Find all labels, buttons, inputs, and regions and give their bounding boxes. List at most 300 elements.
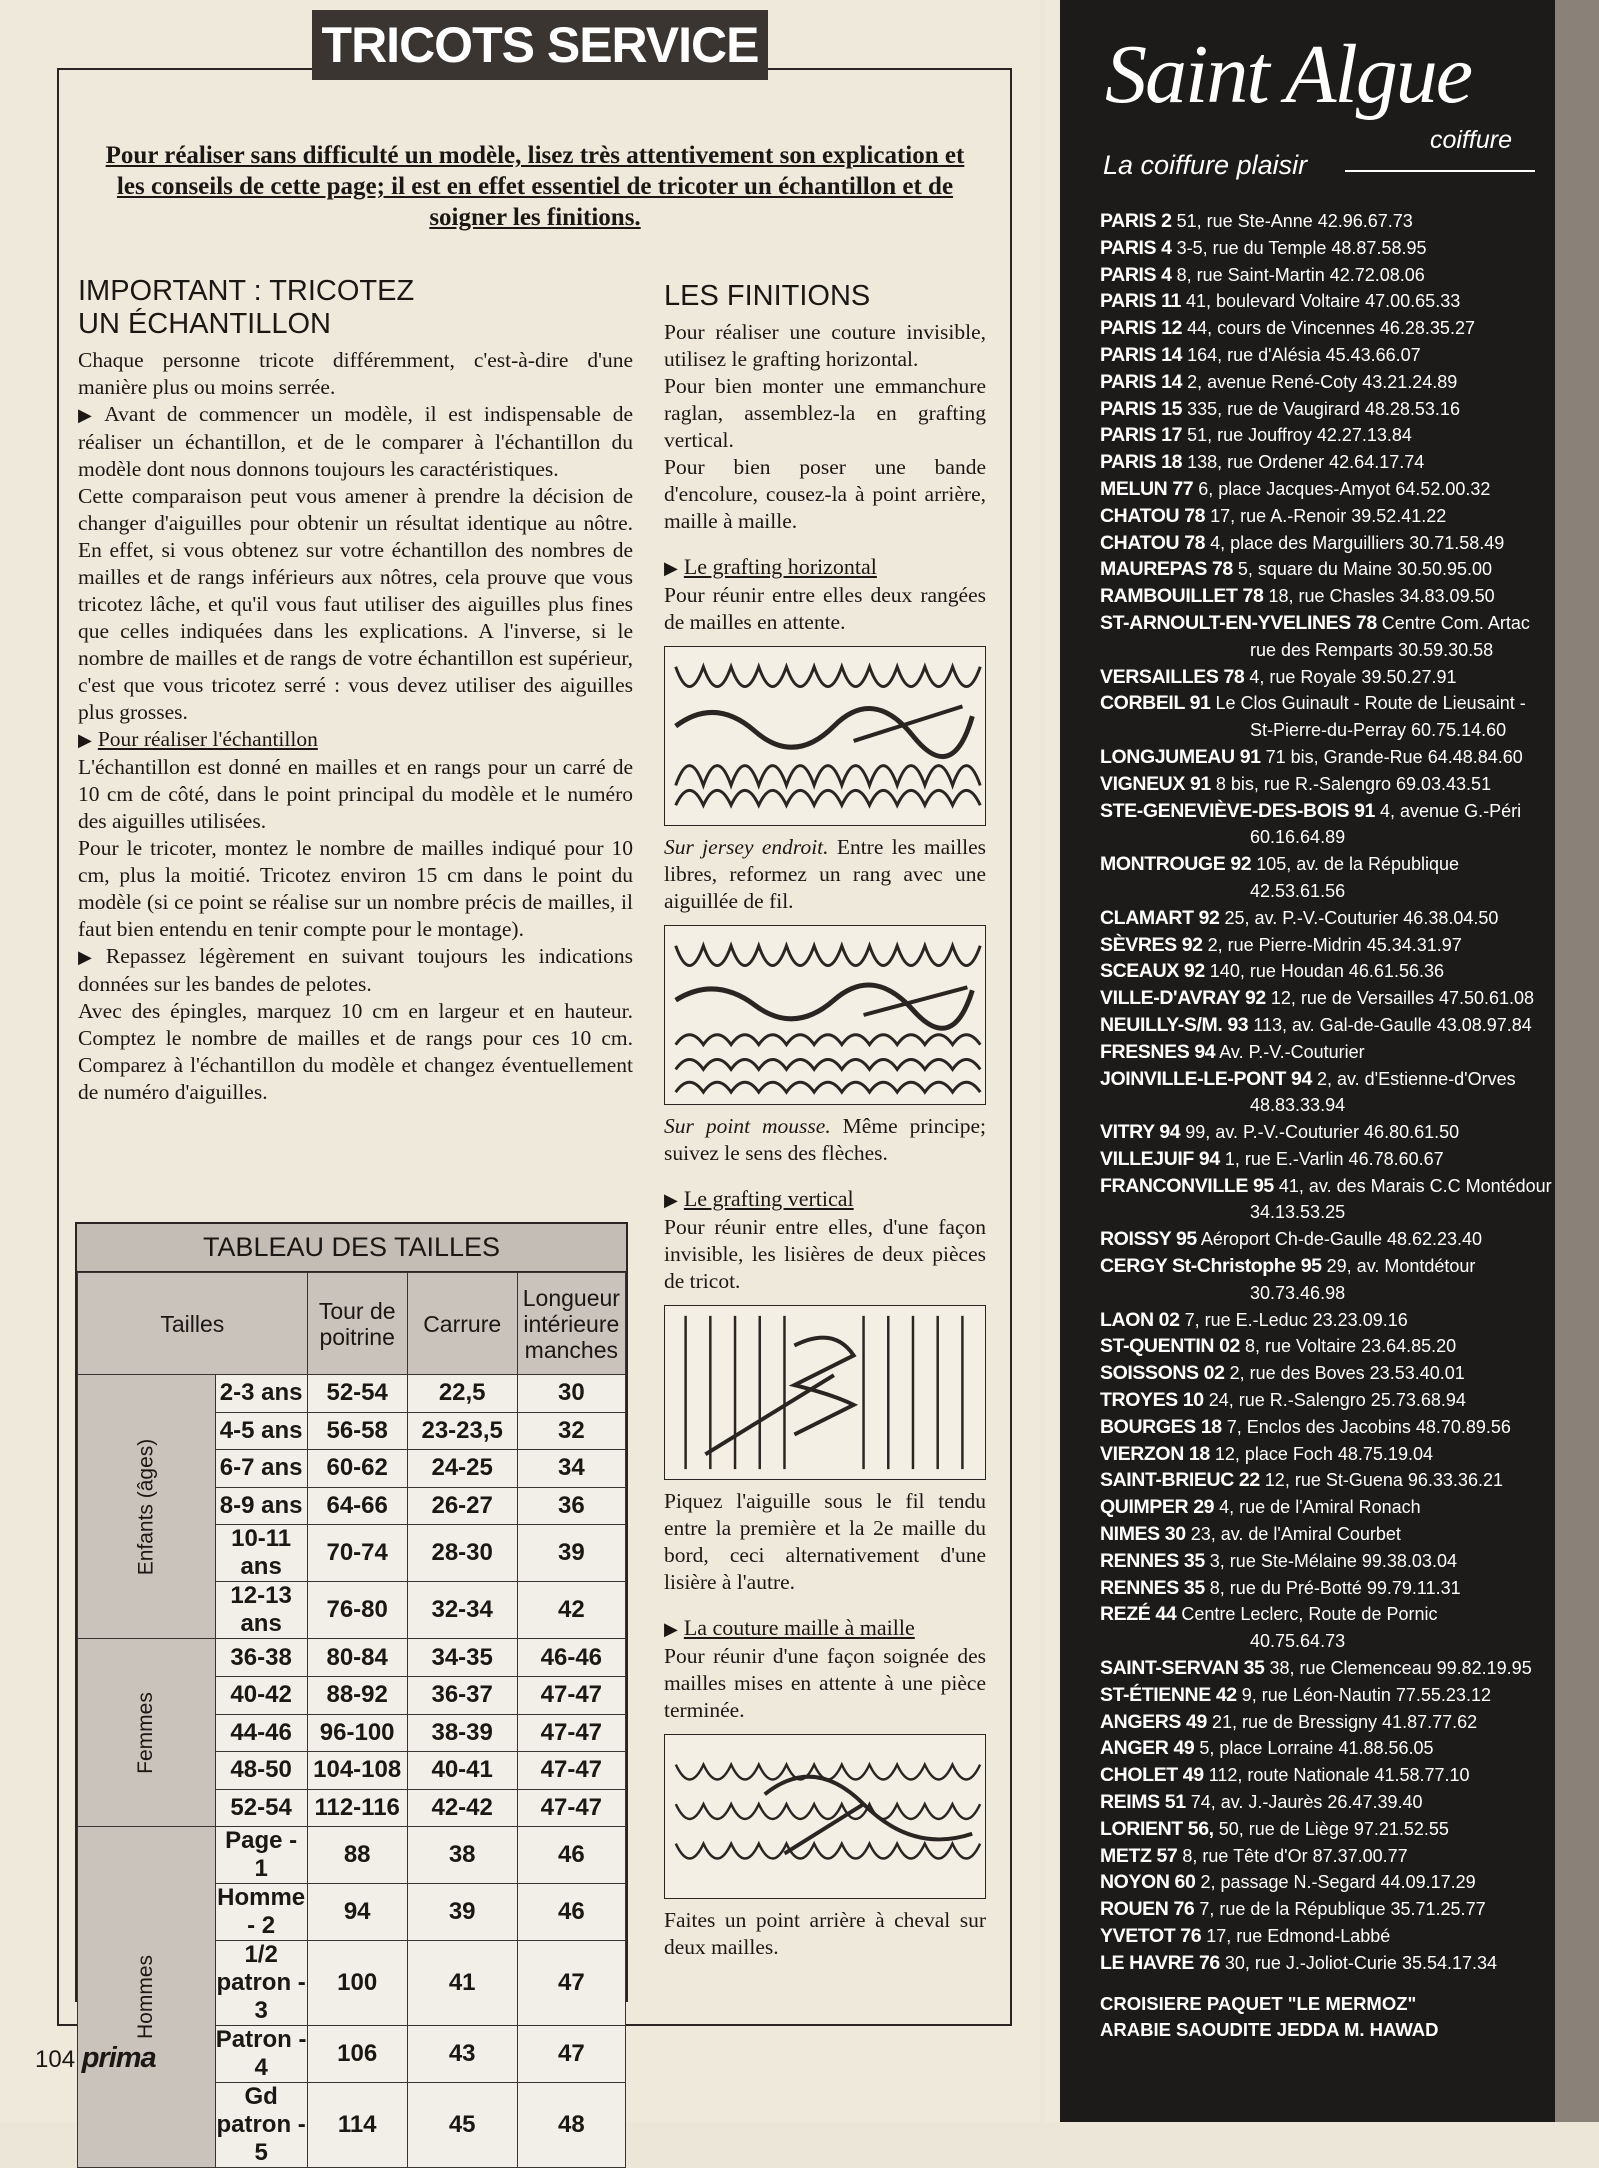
salon-city: SAINT-SERVAN 35 [1100, 1657, 1265, 1680]
salon-address: 5, square du Maine 30.50.95.00 [1237, 559, 1493, 580]
salon-address: 12, rue St-Guena 96.33.36.21 [1264, 1470, 1503, 1491]
salon-item [1100, 530, 1540, 557]
salon-address: 12, rue de Versailles 47.50.61.08 [1270, 988, 1535, 1009]
header-tour-poitrine: Tour de poitrine [307, 1273, 407, 1375]
salon-item [1100, 1414, 1540, 1441]
salon-city: CERGY St-Christophe 95 [1100, 1255, 1322, 1278]
salon-item [1100, 1896, 1540, 1923]
table-cell: 22,5 [407, 1375, 517, 1413]
salon-item [1100, 1066, 1540, 1093]
table-cell: 64-66 [307, 1487, 407, 1525]
grafting-horizontal-title: ▶ Le grafting horizontal [664, 553, 986, 582]
table-cell: 112-116 [307, 1789, 407, 1827]
salon-address: 2, av. d'Estienne-d'Orves [1316, 1068, 1516, 1089]
salon-city: PARIS 18 [1100, 451, 1183, 474]
table-cell: 94 [307, 1884, 407, 1941]
table-cell: 88-92 [307, 1676, 407, 1714]
salon-item [1100, 262, 1540, 289]
salon-city: MONTROUGE 92 [1100, 853, 1252, 876]
salon-address: Centre Leclerc, Route de Pornic [1181, 1604, 1438, 1625]
salon-address: 112, route Nationale 41.58.77.10 [1208, 1765, 1470, 1786]
salon-address: 1, rue E.-Varlin 46.78.60.67 [1224, 1148, 1444, 1169]
salon-address: 4, place des Marguilliers 30.71.58.49 [1210, 532, 1505, 553]
salon-item [1100, 1655, 1540, 1682]
salon-address: 2, passage N.-Segard 44.09.17.29 [1200, 1872, 1476, 1893]
salon-city: VITRY 94 [1100, 1121, 1181, 1144]
table-cell: 38 [407, 1827, 517, 1884]
salon-item [1100, 1441, 1540, 1468]
salon-address: 9, rue Léon-Nautin 77.55.23.12 [1241, 1684, 1491, 1705]
salon-address: Le Clos Guinault - Route de Lieusaint - [1215, 693, 1526, 714]
important-p6: ▶ Repassez légèrement en suivant toujours les indications données sur les bandes de pelotes. [78, 944, 633, 996]
salon-city: VIERZON 18 [1100, 1442, 1210, 1465]
salon-city: LONGJUMEAU 91 [1100, 745, 1261, 768]
salon-address: 51, rue Jouffroy 42.27.13.84 [1187, 425, 1412, 446]
salon-item [1100, 503, 1540, 530]
salon-item [1100, 208, 1540, 235]
arrow-icon: ▶ [664, 1619, 678, 1639]
table-cell: 47 [517, 2026, 625, 2083]
salon-extra: ARABIE SAOUDITE JEDDA M. HAWAD [1100, 2019, 1439, 2041]
salon-city: PARIS 4 [1100, 263, 1172, 286]
salon-item [1100, 1735, 1540, 1762]
salon-city: PARIS 14 [1100, 343, 1183, 366]
page-footer [35, 2042, 156, 2075]
salon-city: SÈVRES 92 [1100, 933, 1203, 956]
table-cell: 114 [307, 2083, 407, 2168]
salon-address: 4, rue Royale 39.50.27.91 [1249, 666, 1457, 687]
table-cell: 1/2 patron - 3 [216, 1941, 306, 2025]
salon-item [1100, 798, 1540, 825]
group-label: Hommes [78, 1827, 216, 2168]
table-cell: 23-23,5 [407, 1412, 517, 1450]
backstitch-caption: Faites un point arrière à cheval sur deux mailles. [664, 1908, 986, 1959]
finitions-heading: LES FINITIONS [664, 280, 871, 312]
header-carrure: Carrure [407, 1273, 517, 1375]
salon-item [1100, 1226, 1540, 1253]
salon-city: ROUEN 76 [1100, 1898, 1195, 1921]
salon-city: CHATOU 78 [1100, 531, 1206, 554]
table-cell: 47-47 [517, 1676, 625, 1714]
ad-tagline: La coiffure plaisir [1103, 150, 1308, 180]
salon-address: 140, rue Houdan 46.61.56.36 [1209, 961, 1444, 982]
table-cell: 8-9 ans [215, 1487, 307, 1525]
salon-address: 3, rue Ste-Mélaine 99.38.03.04 [1209, 1550, 1457, 1571]
table-cell: 36 [517, 1487, 625, 1525]
finitions-column [664, 280, 986, 1961]
salon-item [1100, 1709, 1540, 1736]
table-row [78, 1375, 626, 1413]
salon-address-cont: 60.16.64.89 [1250, 827, 1346, 848]
vertical-grafting-illustration [664, 1305, 986, 1480]
salon-address: 2, rue des Boves 23.53.40.01 [1229, 1363, 1465, 1384]
salon-item [1100, 1387, 1540, 1414]
salon-city: RENNES 35 [1100, 1549, 1205, 1572]
salon-address: 8, rue Tête d'Or 87.37.00.77 [1182, 1845, 1408, 1866]
salon-address: 17, rue Edmond-Labbé [1206, 1926, 1391, 1946]
couture-maille-title: ▶ La couture maille à maille [664, 1614, 986, 1643]
table-cell: 39 [407, 1884, 517, 1941]
size-table-body [78, 1375, 626, 2168]
salon-item [1100, 476, 1540, 503]
salon-item [1100, 905, 1540, 932]
salon-item [1100, 1119, 1540, 1146]
salon-city: PARIS 17 [1100, 424, 1183, 447]
salon-address: 74, av. J.-Jaurès 26.47.39.40 [1190, 1792, 1423, 1813]
header-longueur-manches: Longueur intérieure manches [517, 1273, 625, 1375]
salon-city: PARIS 15 [1100, 397, 1183, 420]
table-cell: 47-47 [517, 1752, 625, 1790]
salon-address: Aéroport Ch-de-Gaulle 48.62.23.40 [1200, 1229, 1483, 1250]
salon-extra: CROISIERE PAQUET "LE MERMOZ" [1100, 1992, 1417, 2014]
salon-city: NEUILLY-S/M. 93 [1100, 1013, 1249, 1036]
salon-city: MAUREPAS 78 [1100, 558, 1233, 581]
salon-city: CHATOU 78 [1100, 504, 1206, 527]
table-cell: 26-27 [407, 1487, 517, 1525]
salon-city: RENNES 35 [1100, 1576, 1205, 1599]
section-banner: TRICOTS SERVICE [312, 10, 768, 80]
salon-city: FRANCONVILLE 95 [1100, 1174, 1274, 1197]
salon-city: CORBEIL 91 [1100, 692, 1211, 715]
group-label: Femmes [78, 1639, 216, 1827]
salon-address: 24, rue R.-Salengro 25.73.68.94 [1208, 1390, 1466, 1411]
salon-city: VIGNEUX 91 [1100, 772, 1211, 795]
jersey-knit-illustration [664, 646, 986, 826]
table-cell: 46 [517, 1827, 625, 1884]
arrow-icon: ▶ [78, 947, 100, 967]
table-cell: 44-46 [215, 1714, 307, 1752]
salon-city: ST-ÉTIENNE 42 [1100, 1683, 1237, 1706]
salon-item [1100, 288, 1540, 315]
salon-item [1100, 1253, 1540, 1280]
salon-address-cont: 42.53.61.56 [1250, 880, 1346, 901]
table-cell: 2-3 ans [215, 1375, 307, 1413]
salon-address: 105, av. de la République [1256, 854, 1460, 875]
salon-address-cont: 34.13.53.25 [1250, 1202, 1346, 1223]
table-cell: 60-62 [307, 1450, 407, 1488]
table-cell: 32-34 [407, 1582, 517, 1639]
header-tailles: Tailles [78, 1273, 308, 1375]
salon-address: 7, rue de la République 35.71.25.77 [1199, 1899, 1486, 1920]
salon-item [1100, 1039, 1540, 1066]
echantillon-subheading: ▶ Pour réaliser l'échantillon [78, 726, 633, 754]
salon-city: LAON 02 [1100, 1308, 1180, 1331]
salon-city: ST-ARNOULT-EN-YVELINES 78 [1100, 611, 1377, 634]
salon-city: PARIS 11 [1100, 290, 1181, 313]
salon-address: 30, rue J.-Joliot-Curie 35.54.17.34 [1224, 1952, 1498, 1973]
salon-city: REZÉ 44 [1100, 1603, 1177, 1626]
salon-item [1100, 396, 1540, 423]
salon-item [1100, 1548, 1540, 1575]
backstitch-illustration [664, 1734, 986, 1899]
table-cell: 46 [517, 1884, 625, 1941]
salon-city: LE HAVRE 76 [1100, 1951, 1220, 1974]
important-heading: IMPORTANT : TRICOTEZ UN ÉCHANTILLON [78, 275, 415, 340]
salon-address: 12, place Foch 48.75.19.04 [1214, 1443, 1433, 1464]
vertical-caption: Piquez l'aiguille sous le fil tendu entre la première et la 2e maille du bord, ceci alternativement d'une lisière à l'autre. [664, 1489, 986, 1594]
table-cell: 48 [517, 2083, 625, 2168]
table-cell: 76-80 [307, 1582, 407, 1639]
salon-item [1100, 1333, 1540, 1360]
table-cell: 34 [517, 1450, 625, 1488]
table-cell: 96-100 [307, 1714, 407, 1752]
salon-item [1100, 1843, 1540, 1870]
table-cell: 46-46 [517, 1639, 625, 1677]
finitions-p2: Pour bien monter une emmanchure raglan, assemblez-la en grafting vertical. [664, 374, 986, 452]
salon-address: 41, boulevard Voltaire 47.00.65.33 [1186, 291, 1461, 312]
salon-address: 8 bis, rue R.-Salengro 69.03.43.51 [1215, 773, 1492, 794]
table-cell: 38-39 [407, 1714, 517, 1752]
salon-city: CHOLET 49 [1100, 1764, 1204, 1787]
salon-address: 50, rue de Liège 97.21.52.55 [1218, 1818, 1449, 1839]
salon-address-cont: rue des Remparts 30.59.30.58 [1250, 639, 1494, 660]
salon-address-cont: 40.75.64.73 [1250, 1631, 1346, 1652]
table-cell: 106 [307, 2026, 407, 2083]
salon-item [1100, 1360, 1540, 1387]
table-cell: 52-54 [307, 1375, 407, 1413]
important-p2: ▶ Avant de commencer un modèle, il est indispensable de réaliser un échantillon, et de le comparer à l'échantillon du modèle dont nous donnons toujours les caractéristiques. [78, 402, 633, 481]
salon-item [1100, 1521, 1540, 1548]
important-column [78, 275, 633, 1106]
salon-item [1100, 449, 1540, 476]
salon-item [1100, 1816, 1540, 1843]
table-cell: 32 [517, 1412, 625, 1450]
salon-item [1100, 583, 1540, 610]
salon-address: 2, rue Pierre-Midrin 45.34.31.97 [1207, 934, 1462, 955]
salon-item [1100, 1575, 1540, 1602]
salon-item [1100, 851, 1540, 878]
important-p3: Cette comparaison peut vous amener à prendre la décision de changer d'aiguilles pour obtenir un résultat identique au nôtre. En effet, si vous obtenez sur votre échantillon des nombres de mailles et de rangs inférieurs aux nôtres, cela prouve que vous tricotez lâche, et qu'il vous faut utiliser des aiguilles plus fines que celles indiquées dans les explications. A l'inverse, si le nombre de mailles et de rangs de votre échantillon est supérieur, c'est que vous tricotez serré : vous devez utiliser des aiguilles plus grosses. [78, 484, 633, 724]
salon-address: 7, Enclos des Jacobins 48.70.89.56 [1226, 1416, 1511, 1437]
table-cell: 39 [517, 1525, 625, 1582]
salon-address: 2, avenue René-Coty 43.21.24.89 [1187, 371, 1458, 392]
salon-item [1100, 1950, 1540, 1977]
table-row [78, 1639, 626, 1677]
salon-address: 164, rue d'Alésia 45.43.66.07 [1187, 344, 1421, 365]
salon-address: 71 bis, Grande-Rue 64.48.84.60 [1265, 746, 1523, 767]
salon-address: 3-5, rue du Temple 48.87.58.95 [1176, 237, 1427, 258]
salon-address: 113, av. Gal-de-Gaulle 43.08.97.84 [1253, 1014, 1532, 1035]
table-cell: 42 [517, 1582, 625, 1639]
salon-item [1100, 422, 1540, 449]
salon-city: NIMES 30 [1100, 1523, 1186, 1546]
salon-address: 25, av. P.-V.-Couturier 46.38.04.50 [1224, 907, 1499, 928]
table-cell: 48-50 [215, 1752, 307, 1790]
magazine-name: prima [81, 2042, 156, 2074]
finitions-p3: Pour bien poser une bande d'encolure, cousez-la à point arrière, maille à maille. [664, 455, 986, 533]
salon-item [1100, 664, 1540, 691]
table-cell: 40-42 [215, 1676, 307, 1714]
salon-city: YVETOT 76 [1100, 1925, 1202, 1947]
saint-algue-logo: Saint Algue [1105, 28, 1472, 121]
salon-city: SAINT-BRIEUC 22 [1100, 1469, 1260, 1492]
salon-item [1100, 932, 1540, 959]
salon-item [1100, 1923, 1540, 1950]
table-cell: Gd patron - 5 [216, 2083, 306, 2167]
salon-address: Centre Com. Artac [1381, 612, 1530, 633]
table-cell: 80-84 [307, 1639, 407, 1677]
salon-item [1100, 771, 1540, 798]
table-cell: 12-13 ans [215, 1582, 307, 1639]
salon-item [1100, 1601, 1540, 1628]
salon-item [1100, 690, 1540, 717]
table-cell: 45 [407, 2083, 517, 2168]
finitions-p1: Pour réaliser une couture invisible, utilisez le grafting horizontal. [664, 320, 986, 371]
table-cell: 30 [517, 1375, 625, 1413]
size-table-title: TABLEAU DES TAILLES [77, 1224, 626, 1272]
arrow-icon: ▶ [78, 730, 92, 750]
table-row [78, 1827, 626, 1884]
salon-address: 44, cours de Vincennes 46.28.35.27 [1187, 318, 1475, 339]
salon-city: STE-GENEVIÈVE-DES-BOIS 91 [1100, 799, 1375, 822]
salon-city: RAMBOUILLET 78 [1100, 585, 1264, 608]
salon-address: 38, rue Clemenceau 99.82.19.95 [1269, 1658, 1532, 1679]
salon-address: 5, place Lorraine 41.88.56.05 [1199, 1738, 1434, 1759]
grafting-vertical-title: ▶ Le grafting vertical [664, 1185, 986, 1214]
salon-city: ANGERS 49 [1100, 1710, 1207, 1733]
table-cell: 28-30 [407, 1525, 517, 1582]
salon-address: 51, rue Ste-Anne 42.96.67.73 [1176, 211, 1413, 231]
table-cell: 40-41 [407, 1752, 517, 1790]
salon-city: MELUN 77 [1100, 477, 1194, 500]
table-cell: 36-38 [215, 1639, 307, 1677]
salon-city: REIMS 51 [1100, 1791, 1186, 1814]
salon-item [1100, 1467, 1540, 1494]
table-cell: Patron - 4 [215, 2026, 307, 2082]
intro-text: Pour réaliser sans difficulté un modèle, lisez très attentivement son explication et les conseils de cette page; il est en effet essentiel de tricoter un échantillon et de soigner les finitions. [105, 142, 965, 231]
salon-city: SOISSONS 02 [1100, 1362, 1225, 1385]
table-cell: 47-47 [517, 1714, 625, 1752]
salon-city: PARIS 14 [1100, 370, 1183, 393]
salon-city: LORIENT 56, [1100, 1817, 1214, 1840]
salon-city: PARIS 12 [1100, 317, 1183, 340]
table-cell: Page - 1 [215, 1827, 307, 1884]
salon-address: 99, av. P.-V.-Couturier 46.80.61.50 [1185, 1122, 1460, 1143]
salon-item [1100, 744, 1540, 771]
salon-address: 18, rue Chasles 34.83.09.50 [1268, 586, 1495, 607]
table-cell: 10-11 ans [215, 1525, 307, 1582]
salon-city: QUIMPER 29 [1100, 1496, 1215, 1519]
salon-address: 29, av. Montdétour [1326, 1256, 1476, 1277]
table-cell: 36-37 [407, 1676, 517, 1714]
grafting-horizontal-text: Pour réunir entre elles deux rangées de mailles en attente. [664, 583, 986, 634]
salon-item [1100, 1789, 1540, 1816]
table-cell: 42-42 [407, 1789, 517, 1827]
salon-address: 17, rue A.-Renoir 39.52.41.22 [1210, 505, 1447, 526]
salon-address: 8, rue du Pré-Botté 99.79.11.31 [1209, 1577, 1461, 1598]
salon-address: 41, av. des Marais C.C Montédour [1278, 1175, 1552, 1196]
table-cell: 104-108 [307, 1752, 407, 1790]
table-cell: 70-74 [307, 1525, 407, 1582]
table-cell: 52-54 [215, 1789, 307, 1827]
salon-city: ROISSY 95 [1100, 1228, 1197, 1251]
grafting-vertical-text: Pour réunir entre elles, d'une façon invisible, les lisières de deux pièces de tricot. [664, 1215, 986, 1293]
salon-city: VILLEJUIF 94 [1100, 1147, 1220, 1170]
table-cell: 56-58 [307, 1412, 407, 1450]
salon-city: NOYON 60 [1100, 1871, 1196, 1894]
salon-address-cont: St-Pierre-du-Perray 60.75.14.60 [1250, 720, 1507, 741]
salon-item [1100, 1682, 1540, 1709]
important-p7: Avec des épingles, marquez 10 cm en largeur et en hauteur. Comptez le nombre de mailles et de rangs pour ces 10 cm. Comparez à l'échantillon du modèle et changez éventuellement de numéro d'aiguilles. [78, 999, 633, 1104]
salon-city: BOURGES 18 [1100, 1415, 1222, 1438]
salon-address-cont: 48.83.33.94 [1250, 1095, 1346, 1116]
arrow-icon: ▶ [664, 558, 678, 578]
salon-city: TROYES 10 [1100, 1389, 1204, 1412]
salon-address: Av. P.-V.-Couturier [1219, 1041, 1365, 1062]
salon-address: 8, rue Saint-Martin 42.72.08.06 [1176, 264, 1425, 285]
group-label: Enfants (âges) [78, 1375, 216, 1639]
salon-city: PARIS 2 [1100, 210, 1172, 232]
table-cell: 88 [307, 1827, 407, 1884]
salon-item [1100, 1173, 1552, 1200]
important-p5: Pour le tricoter, montez le nombre de mailles indiqué pour 10 cm, plus la moitié. Tricotez environ 15 cm dans le point du modèle (si ce point se réalise sur un nombre précis de mailles, il faut bien entendu en tenir compte pour le montage). [78, 836, 633, 941]
salon-item [1100, 985, 1540, 1012]
salon-city: VERSAILLES 78 [1100, 665, 1245, 688]
logo-subtitle: coiffure [1430, 126, 1512, 154]
salon-address: 7, rue E.-Leduc 23.23.09.16 [1184, 1309, 1408, 1330]
arrow-icon: ▶ [78, 405, 99, 425]
salon-item [1100, 1012, 1540, 1039]
mousse-caption: Sur point mousse. Même principe; suivez le sens des flèches. [664, 1114, 986, 1165]
salon-city: ANGER 49 [1100, 1737, 1195, 1760]
table-cell: 43 [407, 2026, 517, 2083]
arrow-icon: ▶ [664, 1190, 678, 1210]
table-cell: 4-5 ans [215, 1412, 307, 1450]
page-number: 104 [35, 2046, 76, 2073]
salon-address: 8, rue Voltaire 23.64.85.20 [1245, 1336, 1457, 1357]
salon-list [1100, 208, 1552, 2044]
salon-city: VILLE-D'AVRAY 92 [1100, 987, 1266, 1010]
mousse-knit-illustration [664, 925, 986, 1105]
salon-address: 4, avenue G.-Péri [1380, 800, 1522, 821]
salon-item [1100, 1146, 1540, 1173]
salon-item [1100, 235, 1540, 262]
salon-city: ST-QUENTIN 02 [1100, 1335, 1240, 1358]
table-cell: 24-25 [407, 1450, 517, 1488]
salon-address: 138, rue Ordener 42.64.17.74 [1187, 452, 1425, 473]
salon-city: SCEAUX 92 [1100, 960, 1205, 983]
salon-item [1100, 1869, 1540, 1896]
salon-item [1100, 342, 1540, 369]
salon-item [1100, 1762, 1540, 1789]
important-p4: L'échantillon est donné en mailles et en rangs pour un carré de 10 cm de côté, dans le point principal du modèle et le numéro des aiguilles utilisées. [78, 755, 633, 833]
salon-city: METZ 57 [1100, 1844, 1178, 1867]
salon-city: JOINVILLE-LE-PONT 94 [1100, 1067, 1312, 1090]
table-cell: 6-7 ans [215, 1450, 307, 1488]
important-p1: Chaque personne tricote différemment, c'est-à-dire d'une manière plus ou moins serrée. [78, 348, 633, 399]
salon-city: FRESNES 94 [1100, 1040, 1216, 1063]
tagline-rule [1345, 170, 1535, 172]
salon-address: 6, place Jacques-Amyot 64.52.00.32 [1198, 478, 1491, 499]
salon-item [1100, 958, 1540, 985]
jersey-caption: Sur jersey endroit. Entre les mailles libres, reformez un rang avec une aiguillée de fil. [664, 835, 986, 913]
salon-address: 335, rue de Vaugirard 48.28.53.16 [1187, 398, 1460, 419]
page-edge [1555, 0, 1599, 2122]
salon-address-cont: 30.73.46.98 [1250, 1282, 1346, 1303]
salon-item [1100, 1307, 1540, 1334]
table-cell: 100 [307, 1941, 407, 2026]
salon-address: 4, rue de l'Amiral Ronach [1219, 1497, 1421, 1518]
salon-item [1100, 610, 1540, 637]
table-cell: 47-47 [517, 1789, 625, 1827]
gutter [1045, 0, 1060, 2122]
table-cell: 41 [407, 1941, 517, 2026]
table-cell: Homme - 2 [215, 1884, 307, 1941]
salon-address: 21, rue de Bressigny 41.87.77.62 [1211, 1711, 1478, 1732]
table-cell: 34-35 [407, 1639, 517, 1677]
salon-address: 23, av. de l'Amiral Courbet [1190, 1524, 1401, 1545]
size-table-grid [77, 1272, 626, 2168]
